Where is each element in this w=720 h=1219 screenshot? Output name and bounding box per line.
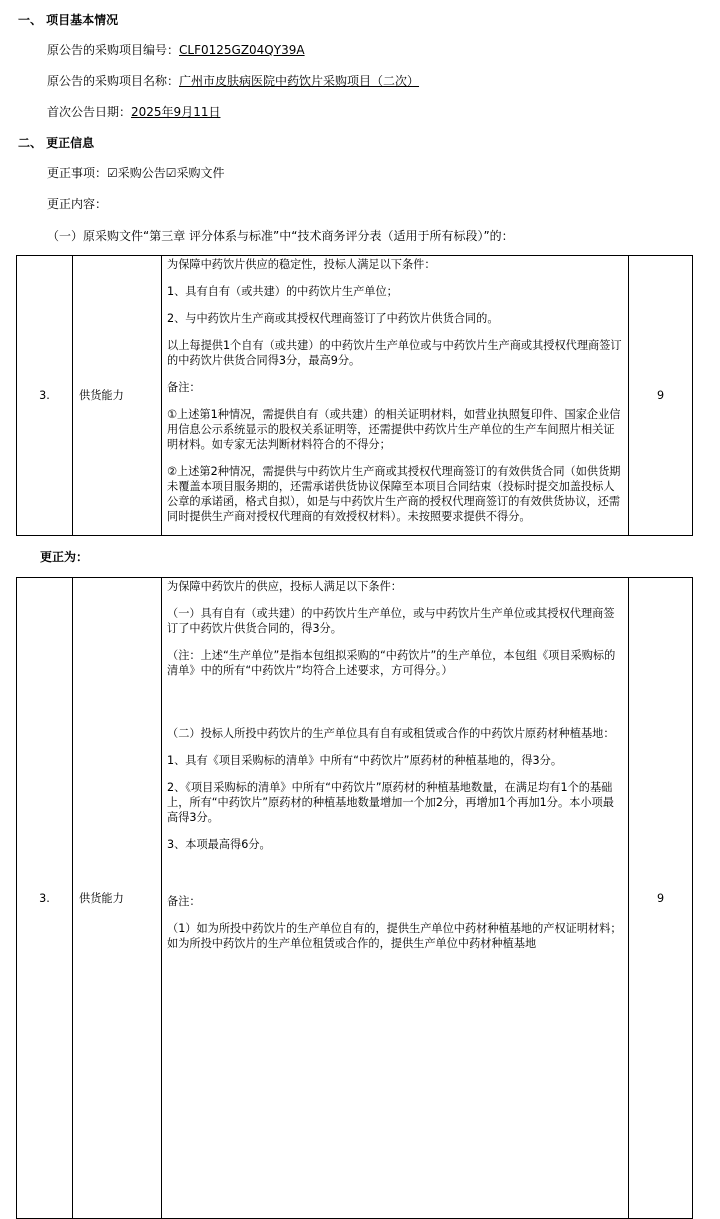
criteria-paragraph: （二）投标人所投中药饮片的生产单位具有自有或租赁或合作的中药饮片原药材种植基地： bbox=[167, 727, 615, 740]
spacer bbox=[167, 690, 624, 726]
criteria-paragraph: （1）如为所投中药饮片的生产单位自有的，提供生产单位中药材种植基地的产权证明材料；如为所投中药饮片的生产单位租赁或合作的，提供生产单位中药材种植基地 bbox=[167, 922, 622, 950]
correction-clause: （一）原采购文件“第三章 评分体系与标准”中“技术商务评分表（适用于所有标段）”的： bbox=[47, 229, 514, 243]
spacer bbox=[167, 864, 624, 894]
criteria-paragraph: （一）具有自有（或共建）的中药饮片生产单位，或与中药饮片生产单位或其授权代理商签订了中药饮片供货合同的，得3分。 bbox=[167, 607, 615, 635]
corrected-score-table bbox=[16, 577, 693, 1219]
original-score-table bbox=[16, 255, 693, 536]
criteria-paragraph: 2、与中药饮片生产商或其授权代理商签订了中药饮片供货合同的。 bbox=[167, 312, 499, 325]
criteria-paragraph: ①上述第1种情况，需提供自有（或共建）的相关证明材料，如营业执照复印件、国家企业信用信息公示系统显示的股权关系证明等，还需提供中药饮片生产单位的生产车间照片相关证明材料。如专家无法判断材料符合的不得分； bbox=[167, 408, 621, 451]
first-date-label: 首次公告日期： bbox=[47, 105, 132, 119]
row-criteria bbox=[162, 578, 629, 1219]
project-no-value: CLF0125GZ04QY39A bbox=[179, 43, 305, 57]
criteria-paragraph: 1、具有自有（或共建）的中药饮片生产单位； bbox=[167, 285, 398, 298]
correction-items-row bbox=[47, 164, 225, 181]
correction-items-label: 更正事项： bbox=[47, 166, 108, 180]
correction-items-value: ☑采购公告☑采购文件 bbox=[107, 166, 225, 180]
row-score: 9 bbox=[629, 256, 693, 536]
project-name-value: 广州市皮肤病医院中药饮片采购项目（二次） bbox=[179, 74, 420, 88]
row-number: 3. bbox=[17, 256, 73, 536]
criteria-paragraph: 备注： bbox=[167, 381, 201, 394]
project-no-label: 原公告的采购项目编号： bbox=[47, 43, 180, 57]
row-criteria bbox=[162, 256, 629, 536]
project-name-label: 原公告的采购项目名称： bbox=[47, 74, 180, 88]
row-item: 供货能力 bbox=[73, 256, 162, 536]
criteria-paragraph: 为保障中药饮片供应的稳定性，投标人满足以下条件： bbox=[167, 258, 436, 271]
criteria-paragraph: （注：上述“生产单位”是指本包组拟采购的“中药饮片”的生产单位，本包组《项目采购标的清单》中的所有“中药饮片”均符合上述要求，方可得分。） bbox=[167, 649, 616, 677]
first-date-row bbox=[47, 103, 220, 120]
criteria-paragraph: 以上每提供1个自有（或共建）的中药饮片生产单位或与中药饮片生产商或其授权代理商签订的中药饮片供货合同得3分，最高9分。 bbox=[167, 339, 622, 367]
table-row bbox=[17, 578, 693, 1219]
criteria-paragraph: 3、本项最高得6分。 bbox=[167, 838, 271, 851]
criteria-paragraph: 备注： bbox=[167, 895, 201, 908]
criteria-paragraph: 1、具有《项目采购标的清单》中所有“中药饮片”原药材的种植基地的，得3分。 bbox=[167, 754, 563, 767]
row-number: 3. bbox=[17, 578, 73, 1219]
criteria-paragraph: 为保障中药饮片的供应，投标人满足以下条件： bbox=[167, 580, 402, 593]
section2-title: 二、 更正信息 bbox=[18, 136, 95, 150]
project-no-row bbox=[47, 41, 305, 58]
row-item: 供货能力 bbox=[73, 578, 162, 1219]
first-date-value: 2025年9月11日 bbox=[131, 105, 221, 119]
criteria-paragraph: ②上述第2种情况，需提供与中药饮片生产商或其授权代理商签订的有效供货合同（如供货期未覆盖本项目服务期的，还需承诺供货协议保障至本项目合同结束（投标时提交加盖投标人公章的承诺函，格式自拟），如是与中药饮片生产商的授权代理商签订的有效供货协议，还需同时提供生产商对授权代理商的有效授权材料）。未按照要求提供不得分。 bbox=[167, 465, 621, 523]
row-score: 9 bbox=[629, 578, 693, 1219]
corrected-label: 更正为： bbox=[40, 550, 89, 564]
correction-content-label: 更正内容： bbox=[47, 197, 108, 211]
section1-title: 一、 项目基本情况 bbox=[18, 13, 119, 27]
project-name-row bbox=[47, 72, 419, 89]
criteria-paragraph: 2、《项目采购标的清单》中所有“中药饮片”原药材的种植基地数量，在满足均有1个的基础上，所有“中药饮片”原药材的种植基地数量增加一个加2分，再增加1个再加1分。本小项最高得3分。 bbox=[167, 781, 614, 824]
table-row bbox=[17, 256, 693, 536]
